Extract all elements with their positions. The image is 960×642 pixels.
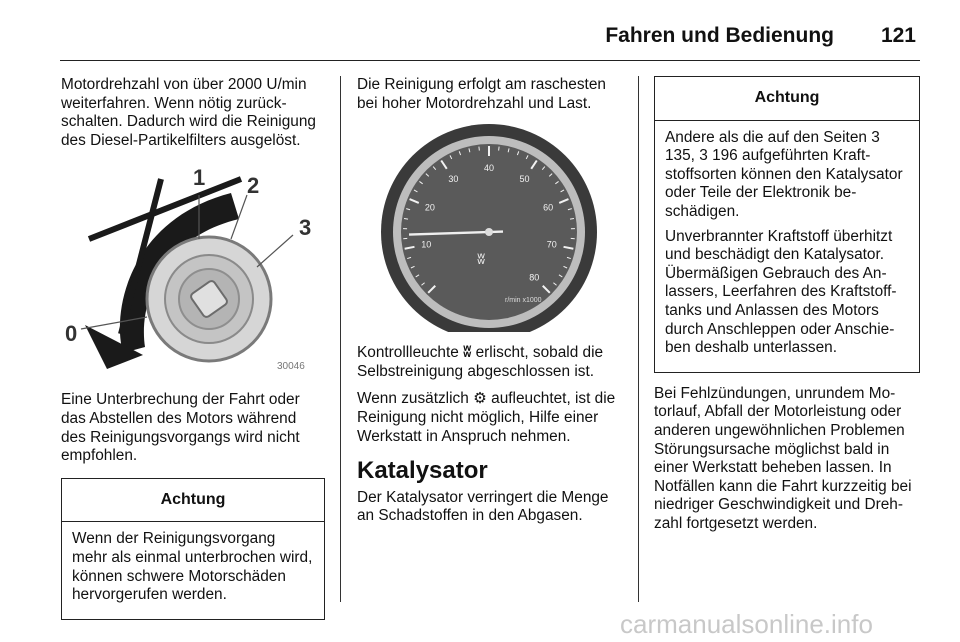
gauge-tick-label: 50	[519, 173, 530, 184]
column-left	[61, 76, 325, 620]
warning-title: Achtung	[62, 479, 324, 523]
gauge-tick-label: 70	[546, 239, 557, 250]
dpf-indicator-icon: ʬ	[463, 344, 472, 362]
warning-box-left	[61, 478, 325, 620]
column-middle	[357, 76, 623, 535]
section-title-catalyst: Katalysator	[357, 457, 488, 485]
gauge-tick-label: 60	[543, 202, 554, 213]
paragraph-catalyst: Der Katalysator verringert die Menge an Schadstoffen in den Abgasen.	[357, 488, 609, 525]
gauge-tick-label: 30	[448, 173, 459, 184]
paragraph-cleaning-speed: Die Reinigung erfolgt am raschesten bei hoher Motordrehzahl und Last.	[357, 76, 606, 112]
figure-label-0: 0	[65, 321, 78, 347]
gauge-tick-label: 20	[424, 202, 435, 213]
gauge-tick-label: 40	[483, 163, 495, 174]
indicator-text-b: erlischt, sobald die Selbstreinigung abgeschlossen ist.	[357, 344, 604, 380]
paragraph-engine-check	[357, 390, 623, 446]
page-number: 121	[880, 24, 916, 47]
page-header	[60, 14, 920, 61]
figure-label-3: 3	[299, 215, 312, 241]
ignition-switch-illustration	[61, 159, 323, 377]
tachometer-figure	[357, 122, 619, 332]
site-watermark: carmanualsonline.info	[620, 609, 873, 639]
paragraph-interruption: Eine Unterbrechung der Fahrt oder das Abstellen des Motors während des Reinigungsvorgangs wird nicht empfohlen.	[61, 391, 300, 465]
paragraph-indicator-off	[357, 344, 623, 381]
figure-code: 30046	[277, 361, 305, 373]
gauge-tick-label: 80	[529, 272, 540, 283]
figure-label-1: 1	[193, 165, 206, 191]
dpf-warning-icon: ʬ	[477, 249, 486, 269]
warning-body	[655, 121, 919, 372]
tachometer-illustration	[357, 122, 619, 332]
figure-label-2: 2	[247, 173, 260, 199]
paragraph-misfire: Bei Fehlzündungen, unrundem Motorlauf, Abfall der Motorleistung oder anderen ungewöhnlichen Problemen Störungsursache möglichst bald in einer Werkstatt beheben lassen. In Notfällen kann die Fahrt kurzzeitig bei niedriger Geschwindigkeit und Drehzahl fortgesetzt werden.	[654, 384, 912, 532]
warning-fuel-types: Andere als die auf den Seiten 3 135, 3 196 aufgeführten Kraftstoffsorten können den Katalysator oder Teile der Elektronik beschädigen.	[665, 128, 903, 220]
gauge-unit: r/min x1000	[505, 297, 542, 305]
gauge-tick-label: 10	[421, 239, 432, 250]
engine-text-a: Wenn zusätzlich	[357, 390, 469, 408]
indicator-text-a: Kontrollleuchte	[357, 344, 459, 362]
warning-box-right	[654, 76, 920, 373]
column-divider-left	[340, 76, 341, 602]
chapter-title: Fahren und Bedienung	[605, 24, 834, 47]
engine-check-icon: ⚙	[473, 390, 487, 408]
gauge-minor-tick	[404, 219, 408, 220]
engine-text-b: aufleuchtet, ist die Reinigung nicht möglich, Hilfe einer Werkstatt in Anspruch nehmen.	[357, 390, 616, 445]
gauge-hub	[485, 228, 493, 236]
warning-unburnt-fuel: Unverbrannter Kraftstoff überhitzt und beschädigt den Katalysator. Übermäßigen Gebrauch des Anlassers, Leerfahren des Kraftstofftanks und Anlassen des Motors durch Anschleppen oder Anschieben deshalb unterlassen.	[665, 227, 897, 357]
warning-body	[62, 522, 324, 618]
gauge-minor-tick	[570, 219, 574, 220]
column-right	[654, 76, 920, 542]
column-divider-right	[638, 76, 639, 602]
warning-title: Achtung	[655, 77, 919, 121]
paragraph-engine-speed: Motordrehzahl von über 2000 U/min weiterfahren. Wenn nötig zurückschalten. Dadurch wird die Reinigung des Diesel-Partikelfilters ausgelöst.	[61, 76, 316, 149]
ignition-switch-figure	[61, 159, 323, 377]
warning-text: Wenn der Reinigungsvorgang mehr als einmal unterbrochen wird, können schwere Motorschäden hervorgerufen werden.	[72, 530, 313, 604]
